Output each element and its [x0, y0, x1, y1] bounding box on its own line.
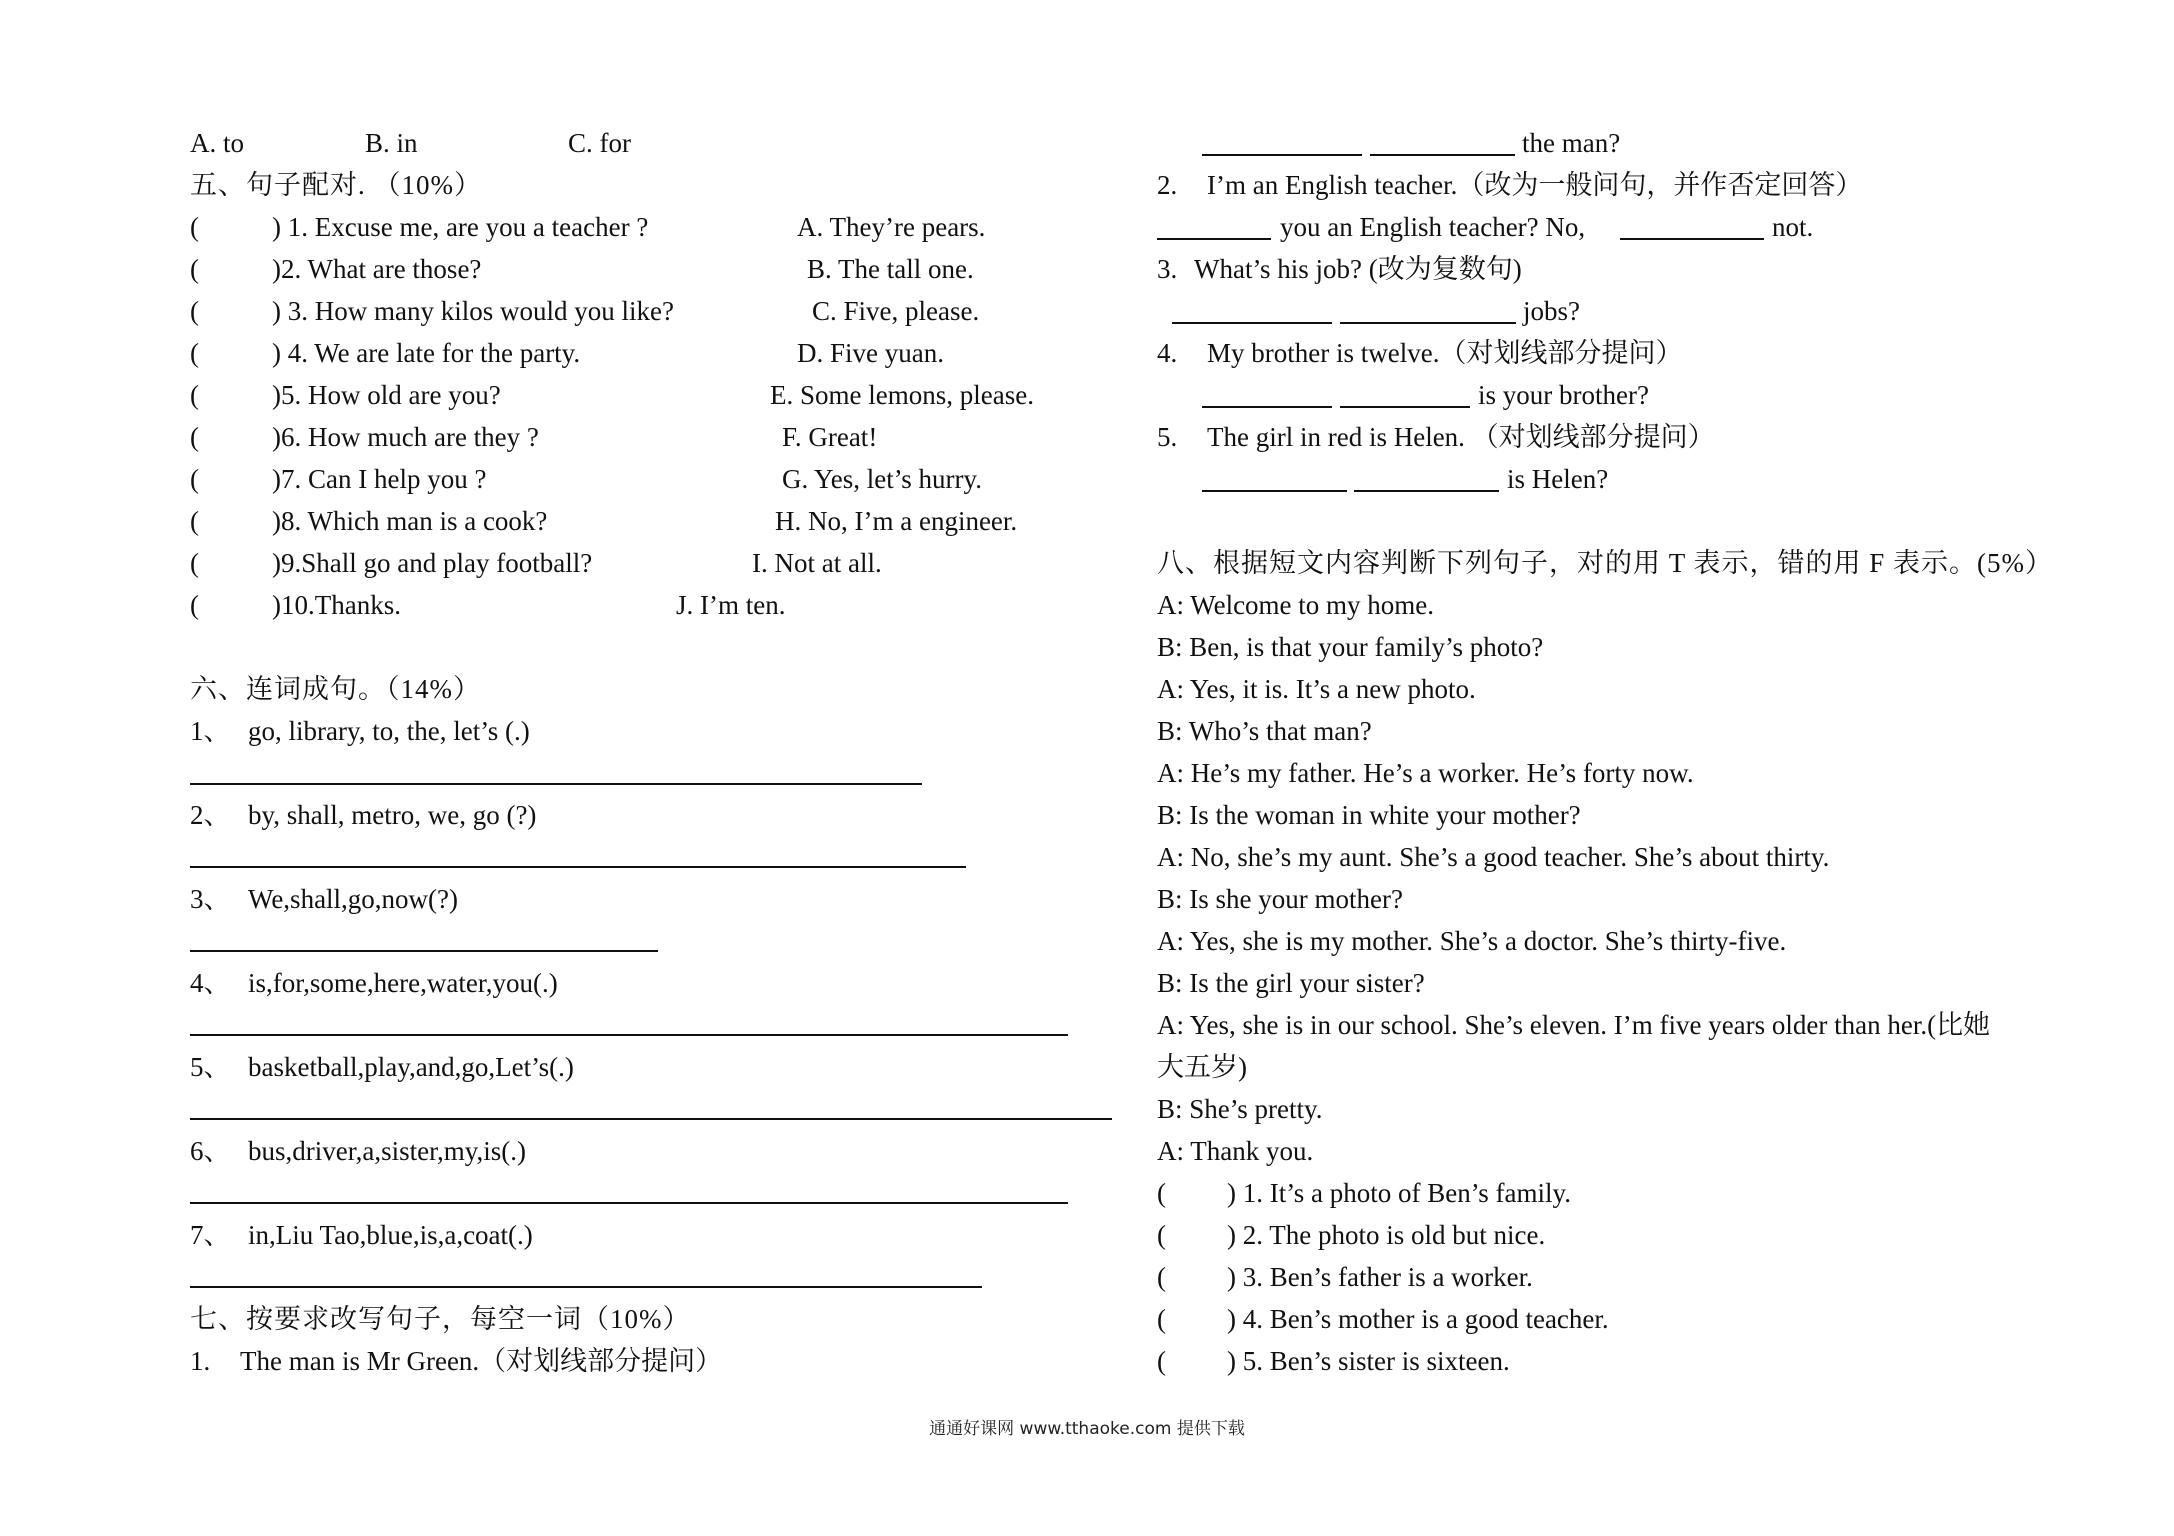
match-paren: ( — [190, 506, 199, 536]
dialog-line: B: Is the woman in white your mother? — [1157, 800, 1581, 830]
blank — [1202, 154, 1362, 156]
rewrite-answer-5-tail: is Helen? — [1507, 464, 1609, 494]
judge-statement-4: ) 4. Ben’s mother is a good teacher. — [1227, 1304, 1609, 1334]
match-paren: ( — [190, 212, 199, 242]
scrambled-words-6: bus,driver,a,sister,my,is(.) — [248, 1136, 527, 1166]
match-paren: ( — [190, 590, 199, 620]
section-6-title: 六、连词成句。（14%） — [190, 674, 481, 704]
rewrite-question-5: The girl in red is Helen. （对划线部分提问） — [1207, 422, 1715, 452]
blank — [1202, 406, 1332, 408]
rewrite-number: 4. — [1157, 338, 1178, 368]
rewrite-number: 1. — [190, 1346, 211, 1376]
answer-line — [190, 1286, 982, 1288]
dialog-line: A: Thank you. — [1157, 1136, 1314, 1166]
judge-statement-5: ) 5. Ben’s sister is sixteen. — [1227, 1346, 1510, 1376]
dialog-line: A: No, she’s my aunt. She’s a good teacher. She’s about thirty. — [1157, 842, 1830, 872]
rewrite-question-2: I’m an English teacher.（改为一般问句，并作否定回答） — [1207, 170, 1863, 200]
match-question-8: )8. Which man is a cook? — [272, 506, 548, 536]
rewrite-question-1: The man is Mr Green.（对划线部分提问） — [240, 1346, 723, 1376]
rewrite-answer-2-mid: you an English teacher? No, — [1280, 212, 1586, 242]
match-question-2: )2. What are those? — [272, 254, 482, 284]
answer-line — [190, 866, 966, 868]
page-footer: 通通好课网 www.tthaoke.com 提供下载 — [929, 1419, 1245, 1439]
scrambled-words-3: We,shall,go,now(?) — [248, 884, 459, 914]
judge-statement-2: ) 2. The photo is old but nice. — [1227, 1220, 1546, 1250]
sentence-number: 3、 — [190, 884, 231, 914]
match-answer-i: I. Not at all. — [752, 548, 882, 578]
option-c: C. for — [568, 128, 631, 158]
dialog-line: B: Who’s that man? — [1157, 716, 1372, 746]
dialog-line: A: Yes, she is in our school. She’s eleven. I’m five years older than her.(比她 — [1157, 1010, 1991, 1040]
answer-line — [190, 950, 658, 952]
dialog-line: B: Is the girl your sister? — [1157, 968, 1425, 998]
blank — [1354, 490, 1499, 492]
match-paren: ( — [190, 422, 199, 452]
dialog-line: A: Yes, she is my mother. She’s a doctor. She’s thirty-five. — [1157, 926, 1787, 956]
option-a: A. to — [190, 128, 244, 158]
blank — [1620, 238, 1764, 240]
match-paren: ( — [190, 296, 199, 326]
sentence-number: 5、 — [190, 1052, 231, 1082]
judge-statement-1: ) 1. It’s a photo of Ben’s family. — [1227, 1178, 1571, 1208]
scrambled-words-2: by, shall, metro, we, go (?) — [248, 800, 537, 830]
match-question-7: )7. Can I help you ? — [272, 464, 487, 494]
match-question-9: )9.Shall go and play football? — [272, 548, 593, 578]
blank — [1370, 154, 1515, 156]
rewrite-question-3: What’s his job? (改为复数句) — [1194, 254, 1522, 284]
dialog-line: A: Yes, it is. It’s a new photo. — [1157, 674, 1476, 704]
rewrite-number: 5. — [1157, 422, 1178, 452]
dialog-line: B: Is she your mother? — [1157, 884, 1403, 914]
blank — [1157, 238, 1271, 240]
option-b: B. in — [365, 128, 418, 158]
section-8-title: 八、根据短文内容判断下列句子，对的用 T 表示，错的用 F 表示。(5%） — [1157, 548, 2054, 578]
judge-statement-3: ) 3. Ben’s father is a worker. — [1227, 1262, 1533, 1292]
answer-line — [190, 1202, 1068, 1204]
dialog-line: A: Welcome to my home. — [1157, 590, 1435, 620]
blank — [1172, 322, 1332, 324]
match-question-1: ) 1. Excuse me, are you a teacher ? — [272, 212, 649, 242]
match-question-3: ) 3. How many kilos would you like? — [272, 296, 674, 326]
match-paren: ( — [190, 548, 199, 578]
judge-paren: ( — [1157, 1346, 1166, 1376]
sentence-number: 1、 — [190, 716, 231, 746]
scrambled-words-7: in,Liu Tao,blue,is,a,coat(.) — [248, 1220, 533, 1250]
match-answer-c: C. Five, please. — [812, 296, 980, 326]
rewrite-answer-3-tail: jobs? — [1523, 296, 1580, 326]
sentence-number: 2、 — [190, 800, 231, 830]
match-question-4: ) 4. We are late for the party. — [272, 338, 581, 368]
sentence-number: 7、 — [190, 1220, 231, 1250]
dialog-line: A: He’s my father. He’s a worker. He’s forty now. — [1157, 758, 1694, 788]
match-question-10: )10.Thanks. — [272, 590, 401, 620]
dialog-line: B: She’s pretty. — [1157, 1094, 1323, 1124]
rewrite-answer-1-tail: the man? — [1522, 128, 1621, 158]
judge-paren: ( — [1157, 1178, 1166, 1208]
blank — [1202, 490, 1347, 492]
judge-paren: ( — [1157, 1304, 1166, 1334]
rewrite-answer-4-tail: is your brother? — [1478, 380, 1649, 410]
rewrite-question-4: My brother is twelve.（对划线部分提问） — [1207, 338, 1683, 368]
match-answer-g: G. Yes, let’s hurry. — [782, 464, 983, 494]
match-paren: ( — [190, 254, 199, 284]
match-answer-h: H. No, I’m a engineer. — [775, 506, 1018, 536]
judge-paren: ( — [1157, 1262, 1166, 1292]
dialog-line: B: Ben, is that your family’s photo? — [1157, 632, 1544, 662]
rewrite-number: 2. — [1157, 170, 1178, 200]
sentence-number: 6、 — [190, 1136, 231, 1166]
answer-line — [190, 1118, 1112, 1120]
match-answer-a: A. They’re pears. — [797, 212, 986, 242]
match-answer-f: F. Great! — [782, 422, 878, 452]
match-answer-e: E. Some lemons, please. — [770, 380, 1034, 410]
blank — [1340, 406, 1470, 408]
rewrite-answer-2-tail: not. — [1772, 212, 1814, 242]
match-answer-j: J. I’m ten. — [676, 590, 786, 620]
match-question-6: )6. How much are they ? — [272, 422, 539, 452]
match-question-5: )5. How old are you? — [272, 380, 501, 410]
match-paren: ( — [190, 338, 199, 368]
scrambled-words-5: basketball,play,and,go,Let’s(.) — [248, 1052, 574, 1082]
section-7-title: 七、按要求改写句子，每空一词（10%） — [190, 1304, 691, 1334]
scrambled-words-1: go, library, to, the, let’s (.) — [248, 716, 530, 746]
match-paren: ( — [190, 464, 199, 494]
answer-line — [190, 783, 922, 785]
judge-paren: ( — [1157, 1220, 1166, 1250]
match-answer-d: D. Five yuan. — [797, 338, 944, 368]
match-answer-b: B. The tall one. — [807, 254, 974, 284]
scrambled-words-4: is,for,some,here,water,you(.) — [248, 968, 558, 998]
dialog-line: 大五岁) — [1157, 1052, 1247, 1082]
section-5-title: 五、句子配对. （10%） — [190, 170, 482, 200]
answer-line — [190, 1034, 1068, 1036]
sentence-number: 4、 — [190, 968, 231, 998]
match-paren: ( — [190, 380, 199, 410]
blank — [1340, 322, 1516, 324]
rewrite-number: 3. — [1157, 254, 1178, 284]
